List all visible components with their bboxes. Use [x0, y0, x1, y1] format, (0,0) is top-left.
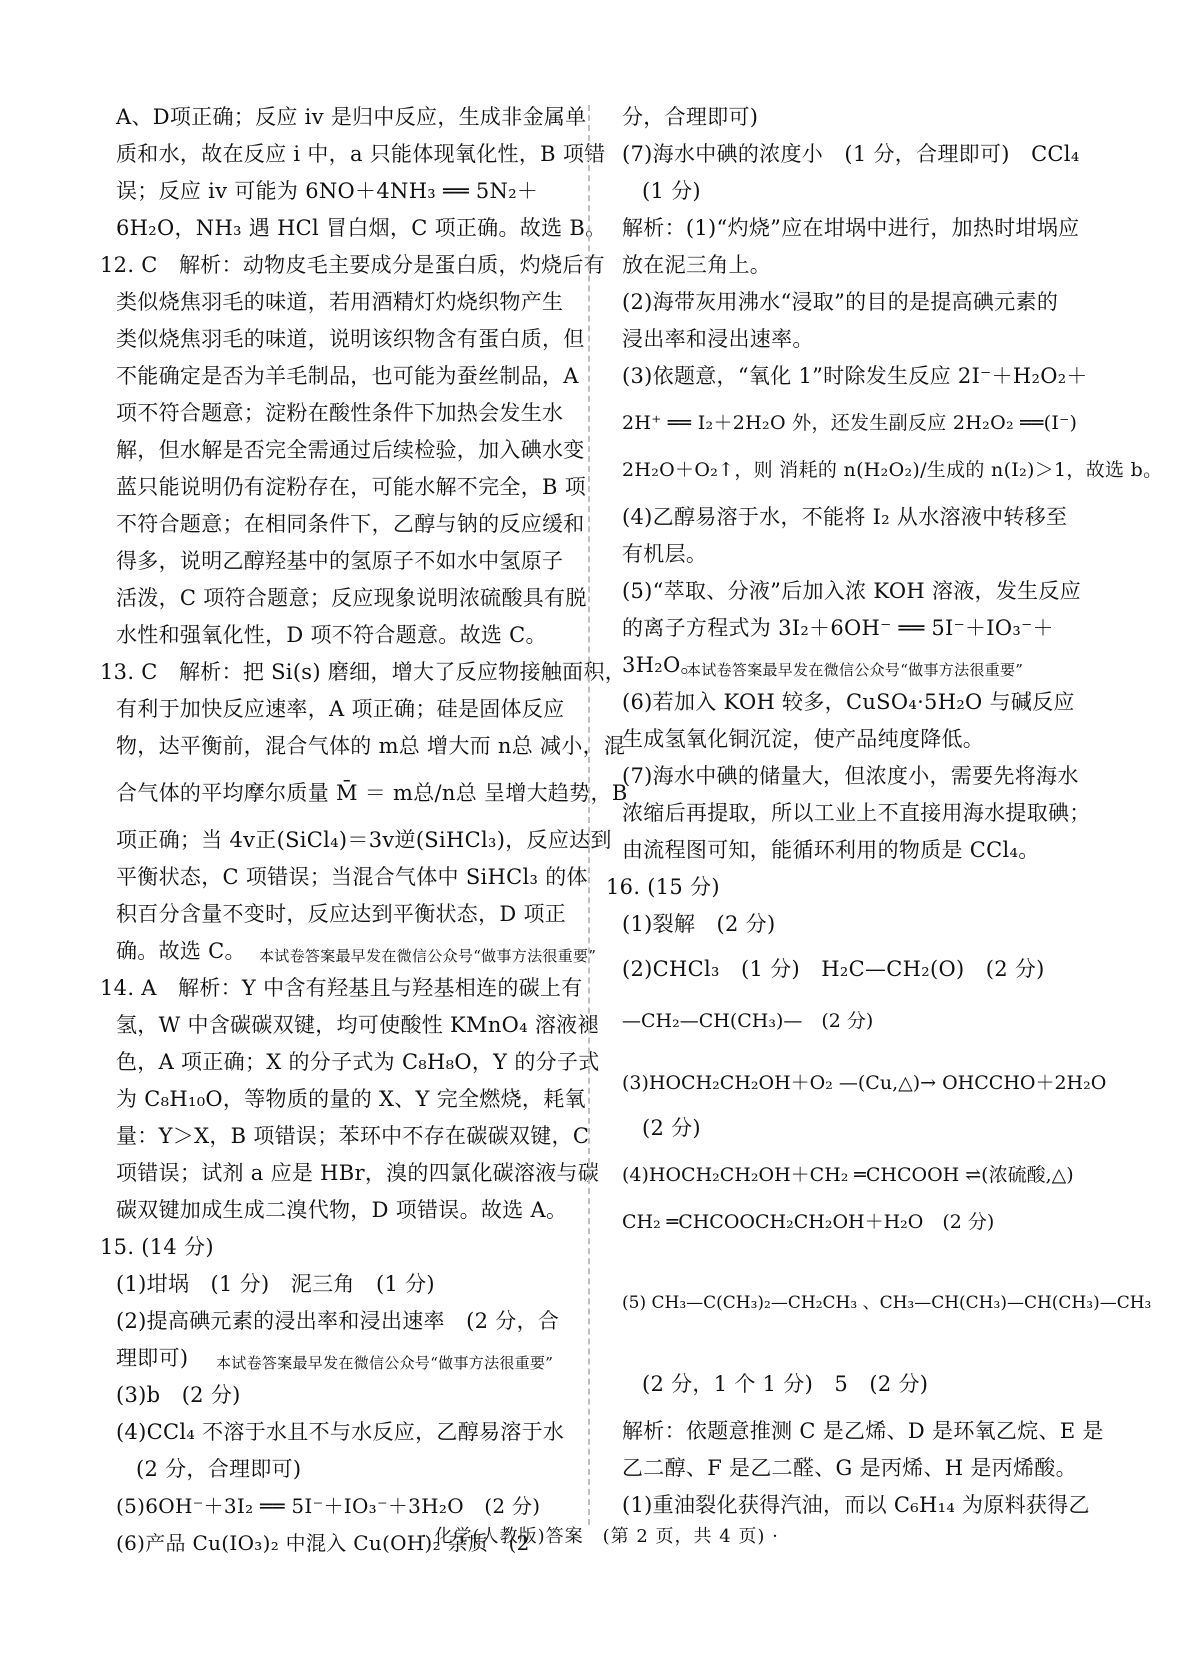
text-line: 放在泥三角上。	[622, 253, 772, 277]
text-line: 项正确；当 4v正(SiCl₄)＝3v逆(SiHCl₃)，反应达到	[116, 828, 612, 852]
text-line: 碳双键加成生成二溴代物，D 项错误。故选 A。	[116, 1198, 568, 1222]
isomer-structures-line: (5) CH₃—C(CH₃)₂—CH₂CH₃ 、CH₃—CH(CH₃)—CH(CH₃)—CH₃	[622, 1293, 1152, 1313]
text-line: 解，但水解是否完全需通过后续检验，加入碘水变	[116, 438, 585, 462]
text-line: (3)HOCH₂CH₂OH＋O₂ —(Cu,△)→ OHCCHO＋2H₂O	[622, 1072, 1107, 1094]
text-line: 项错误；试剂 a 应是 HBr，溴的四氯化碳溶液与碳	[116, 1161, 600, 1185]
page-footer: · 化学(人教版)答案 (第 2 页，共 4 页) ·	[421, 1526, 779, 1547]
text-line: (2 分)	[642, 1116, 701, 1140]
text-line: (5)“萃取、分液”后加入浓 KOH 溶液，发生反应	[622, 579, 1082, 603]
question-14-start: 14. A 解析：Y 中含有羟基且与羟基相连的碳上有	[100, 976, 583, 1000]
text-line: (1 分)	[642, 179, 701, 203]
question-13-start: 13. C 解析：把 Si(s) 磨细，增大了反应物接触面积，	[100, 660, 627, 684]
text-line: 活泼，C 项符合题意；反应现象说明浓硫酸具有脱	[116, 586, 587, 610]
polymer-unit-line: —CH₂—CH(CH₃)— (2 分)	[622, 1010, 874, 1032]
text-line: 量：Y＞X，B 项错误；苯环中不存在碳碳双键，C	[116, 1124, 590, 1148]
text-line: 确。故选 C。	[116, 939, 246, 963]
text-line: (2 分，1 个 1 分) 5 (2 分)	[642, 1372, 929, 1396]
text-line: 类似烧焦羽毛的味道，说明该织物含有蛋白质，但	[116, 327, 585, 351]
text-line: (2)海带灰用沸水“浸取”的目的是提高碘元素的	[622, 290, 1059, 314]
text-line: (1)裂解 (2 分)	[622, 912, 776, 936]
text-line: (3)依题意，“氧化 1”时除发生反应 2I⁻＋H₂O₂＋	[622, 364, 1088, 388]
text-line: 为 C₈H₁₀O，等物质的量的 X、Y 完全燃烧，耗氧	[116, 1087, 586, 1111]
text-line: 质和水，故在反应 i 中，a 只能体现氧化性，B 项错	[116, 142, 606, 166]
text-line: 类似烧焦羽毛的味道，若用酒精灯灼烧织物产生	[116, 290, 564, 314]
text-line: 色，A 项正确；X 的分子式为 C₈H₈O，Y 的分子式	[116, 1050, 600, 1074]
text-line: 乙二醇、F 是乙二醛、G 是丙烯、H 是丙烯酸。	[622, 1456, 1077, 1480]
text-line: A、D项正确；反应 iv 是归中反应，生成非金属单	[116, 105, 587, 129]
text-line: 3H₂O。	[622, 653, 702, 677]
text-line: 项不符合题意；淀粉在酸性条件下加热会发生水	[116, 401, 564, 425]
text-line: 有机层。	[622, 542, 708, 566]
text-line: (7)海水中碘的浓度小 (1 分，合理即可) CCl₄	[622, 142, 1080, 166]
text-line: (3)b (2 分)	[116, 1383, 241, 1407]
text-line: 不符合题意；在相同条件下，乙醇与钠的反应缓和	[116, 512, 585, 536]
text-line: (4)乙醇易溶于水，不能将 I₂ 从水溶液中转移至	[622, 505, 1068, 529]
text-line: 生成氢氧化铜沉淀，使产品纯度降低。	[622, 727, 985, 751]
text-line: 氢，W 中含碳碳双键，均可使酸性 KMnO₄ 溶液褪	[116, 1013, 599, 1037]
text-line: 浓缩后再提取，所以工业上不直接用海水提取碘；	[622, 801, 1091, 825]
analysis-16-start: 解析：依题意推测 C 是乙烯、D 是环氧乙烷、E 是	[622, 1419, 1104, 1443]
text-line: 得多，说明乙醇羟基中的氢原子不如水中氢原子	[116, 549, 564, 573]
text-line: (1)坩埚 (1 分) 泥三角 (1 分)	[116, 1272, 435, 1296]
column-divider	[588, 105, 590, 1525]
text-line: CH₂ ═CHCOOCH₂CH₂OH＋H₂O (2 分)	[622, 1211, 995, 1233]
text-line: (7)海水中碘的储量大，但浓度小，需要先将海水	[622, 764, 1079, 788]
text-line: 误；反应 iv 可能为 6NO＋4NH₃ ══ 5N₂＋	[116, 179, 539, 203]
text-line: 水性和强氧化性，D 项不符合题意。故选 C。	[116, 623, 547, 647]
text-line: 积百分含量不变时，反应达到平衡状态，D 项正	[116, 902, 567, 926]
question-12-start: 12. C 解析：动物皮毛主要成分是蛋白质，灼烧后有	[100, 253, 605, 277]
text-line: (4)CCl₄ 不溶于水且不与水反应，乙醇易溶于水	[116, 1420, 565, 1444]
watermark-note: 本试卷答案最早发在微信公众号“做事方法很重要”	[216, 1354, 554, 1372]
text-line: (6)若加入 KOH 较多，CuSO₄·5H₂O 与碱反应	[622, 690, 1075, 714]
question-16-heading: 16. (15 分)	[606, 875, 720, 899]
text-line: 理即可)	[116, 1346, 189, 1370]
text-line: 2H⁺ ══ I₂＋2H₂O 外，还发生副反应 2H₂O₂ ══(I⁻)	[622, 412, 1078, 434]
watermark-note: 本试卷答案最早发在微信公众号“做事方法很重要”	[686, 661, 1024, 679]
text-line: (2)提高碘元素的浸出率和浸出速率 (2 分，合	[116, 1309, 560, 1333]
text-line: (2 分，合理即可)	[136, 1457, 302, 1481]
text-line: 平衡状态，C 项错误；当混合气体中 SiHCl₃ 的体	[116, 865, 588, 889]
text-line: 2H₂O＋O₂↑，则 消耗的 n(H₂O₂)/生成的 n(I₂)＞1，故选 b。	[622, 459, 1163, 481]
text-line: 的离子方程式为 3I₂＋6OH⁻ ══ 5I⁻＋IO₃⁻＋	[622, 616, 1054, 640]
text-line: 浸出率和浸出速率。	[622, 327, 814, 351]
text-line: (4)HOCH₂CH₂OH＋CH₂ ═CHCOOH ⇌(浓硫酸,△)	[622, 1164, 1074, 1186]
text-line: 有利于加快反应速率，A 项正确；硅是固体反应	[116, 697, 565, 721]
analysis-15-start: 解析：(1)“灼烧”应在坩埚中进行，加热时坩埚应	[622, 216, 1080, 240]
text-line: 蓝只能说明仍有淀粉存在，可能水解不完全，B 项	[116, 475, 587, 499]
text-line: (6)产品 Cu(IO₃)₂ 中混入 Cu(OH)₂ 杂质 (2	[116, 1531, 530, 1555]
text-line: 不能确定是否为羊毛制品，也可能为蚕丝制品，A	[116, 364, 579, 388]
text-line: 由流程图可知，能循环利用的物质是 CCl₄。	[622, 838, 1040, 862]
text-line: (1)重油裂化获得汽油，而以 C₆H₁₄ 为原料获得乙	[622, 1493, 1090, 1517]
text-line: (5)6OH⁻＋3I₂ ══ 5I⁻＋IO₃⁻＋3H₂O (2 分)	[116, 1494, 541, 1518]
right-column	[606, 0, 1163, 1620]
text-line: (2)CHCl₃ (1 分) H₂C—CH₂(O) (2 分)	[622, 957, 1045, 981]
text-line: 合气体的平均摩尔质量 M̄ ＝ m总/n总 呈增大趋势，B	[116, 781, 628, 805]
watermark-note: 本试卷答案最早发在微信公众号“做事方法很重要”	[259, 947, 597, 965]
question-15-heading: 15. (14 分)	[100, 1235, 214, 1259]
text-line: 6H₂O，NH₃ 遇 HCl 冒白烟，C 项正确。故选 B。	[116, 216, 607, 240]
text-line: 分，合理即可)	[622, 105, 759, 129]
text-line: 物，达平衡前，混合气体的 m总 增大而 n总 减小，混	[116, 734, 626, 758]
